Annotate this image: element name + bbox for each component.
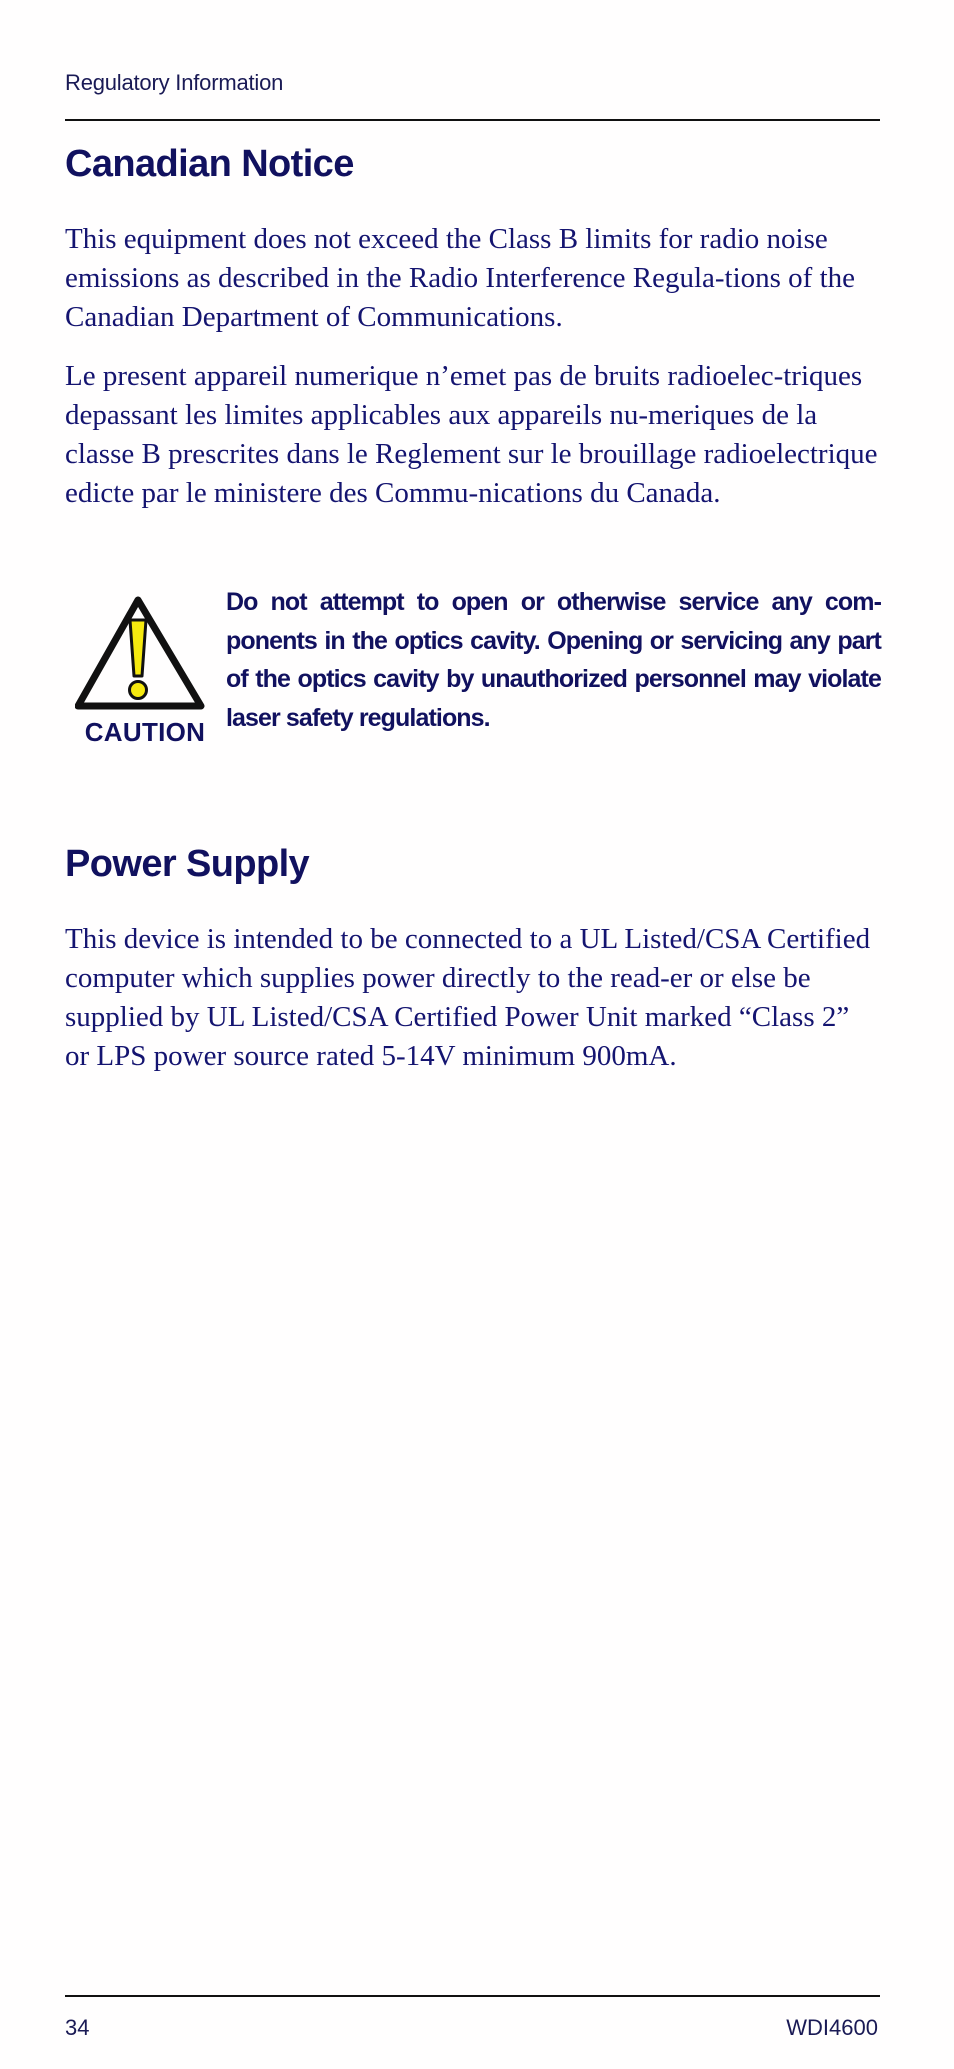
- header-rule: [65, 119, 880, 121]
- exclamation-bar: [130, 620, 146, 676]
- power-supply-heading: Power Supply: [65, 843, 310, 885]
- page-number: 34: [65, 2015, 90, 2040]
- canadian-notice-paragraph-en: This equipment does not exceed the Class B limits for radio noise emissions as described in the Radio Interference Regula-tions of the Canadian Department of Communications.: [65, 223, 856, 333]
- footer-rule: [65, 1995, 880, 1997]
- canadian-notice-paragraph-fr: Le present appareil numerique n’emet pas de bruits radioelec-triques depassant les limites applicables aux appareils nu-meriques de la classe B prescrites dans le Reglement sur le brouillage radioelectrique edicte par le ministere des Commu-nications du Canada.: [65, 360, 878, 509]
- running-header: Regulatory Information: [65, 70, 284, 95]
- caution-label: CAUTION: [84, 717, 206, 747]
- power-supply-paragraph: This device is intended to be connected to a UL Listed/CSA Certified computer which supplies power directly to the read-er or else be supplied by UL Listed/CSA Certified Power Unit marked “Class 2” or LPS power source rated 5-14V minimum 900mA.: [65, 923, 871, 1072]
- exclamation-dot: [130, 682, 147, 699]
- caution-text: Do not attempt to open or otherwise service any com-ponents in the optics cavity. Opening or servicing any part of the optics cavity by unauthorized personnel may violate laser safety regulations.: [226, 588, 881, 732]
- product-name: WDI4600: [786, 2015, 878, 2040]
- canadian-notice-heading: Canadian Notice: [65, 143, 354, 185]
